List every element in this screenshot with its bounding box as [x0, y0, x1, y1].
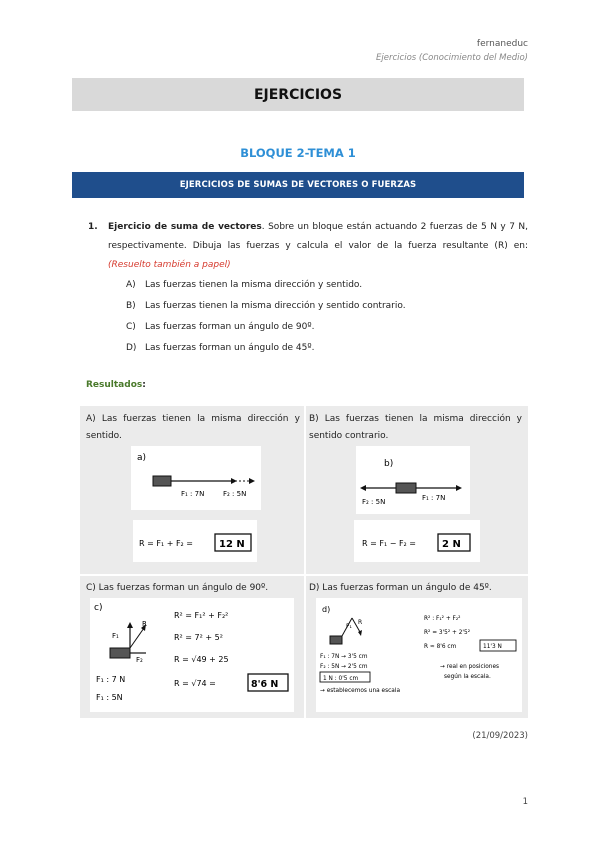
sketch-d-f1: F₁	[346, 623, 352, 630]
exercise-note: (Resuelto también a papel)	[108, 260, 231, 270]
sketch-d-l3: 1 N : 0'5 cm	[323, 676, 359, 682]
sketch-a-result: 12 N	[219, 539, 245, 550]
sketch-a-diagram	[131, 446, 261, 510]
document-date: (21/09/2023)	[472, 731, 528, 741]
sketch-b-equation	[354, 520, 480, 562]
sketch-c-left1: F₁ : 7 N	[96, 675, 126, 684]
sketch-d-l1: F₁ : 7N → 3'5 cm	[320, 654, 368, 660]
block-shape	[110, 648, 130, 658]
sketch-d-r2: R² = 3'5² + 2'5²	[424, 630, 471, 636]
cell-c-caption: C) Las fuerzas forman un ángulo de 90º.	[86, 583, 269, 593]
sketch-d-r3b: 11'3 N	[483, 644, 502, 650]
cell-d-caption: D) Las fuerzas forman un ángulo de 45º.	[309, 583, 492, 593]
block-shape	[396, 483, 416, 493]
sketch-b-result: 2 N	[442, 539, 461, 550]
sketch-b-diagram	[356, 446, 470, 514]
page-number: 1	[522, 797, 528, 807]
sketch-c-result: 8'6 N	[251, 679, 279, 690]
header-author: fernaneduc	[476, 39, 528, 49]
sketch-d-r3: R ≈ 8'6 cm	[424, 644, 457, 650]
page-title: EJERCICIOS	[72, 78, 524, 111]
header-subtitle: Ejercicios (Conocimiento del Medio)	[376, 53, 528, 63]
exercise-number: 1.	[88, 222, 98, 232]
option-item: B) Las fuerzas tienen la misma dirección y sentido contrario.	[126, 301, 406, 311]
sketch-d-note2: según la escala.	[444, 674, 491, 680]
sketch-d-r1: R² : F₁² + F₂²	[424, 616, 461, 622]
sketch-d-diagram	[316, 598, 522, 712]
section-bar: EJERCICIOS DE SUMAS DE VECTORES O FUERZAS	[72, 172, 524, 198]
option-item: A) Las fuerzas tienen la misma dirección y sentido.	[126, 280, 363, 290]
exercise-text: . Sobre un bloque están actuando 2 fuerzas de 5 N y 7 N, respectivamente. Dibuja las fuerzas y calcula el valor de la fuerza resultante (R) en:	[108, 222, 528, 251]
sketch-c-eq2: R² = 7² + 5²	[174, 633, 223, 642]
sketch-c-label: c)	[94, 603, 103, 613]
sketch-b-label: b)	[384, 459, 394, 469]
block-shape	[330, 636, 342, 644]
exercise-statement	[88, 218, 528, 275]
sketch-b-f2: F₂ : 5N	[362, 498, 386, 506]
option-item: D) Las fuerzas forman un ángulo de 45º.	[126, 343, 315, 353]
sketch-d-label: d)	[322, 605, 331, 614]
exercise-options	[126, 280, 406, 364]
sketch-d-l4: → establecemos una escala	[320, 688, 401, 694]
exercise-title: Ejercicio de suma de vectores	[108, 222, 262, 232]
block-shape	[153, 476, 171, 486]
results-grid	[80, 406, 528, 718]
sketch-d-r: R	[358, 619, 363, 626]
sketch-a-eq: R = F₁ + F₂ =	[139, 539, 193, 548]
sketch-c-r: R	[142, 620, 147, 628]
sketch-c-eq3: R = √49 + 25	[174, 655, 229, 664]
sketch-a-f2: F₂ : 5N	[223, 490, 247, 498]
sketch-a-f1: F₁ : 7N	[181, 490, 205, 498]
block-title: BLOQUE 2-TEMA 1	[240, 146, 356, 160]
sketch-c-eq1: R² = F₁² + F₂²	[174, 611, 229, 620]
sketch-c-eq4: R = √74 =	[174, 679, 216, 688]
sketch-a-equation	[133, 520, 257, 562]
sketch-b-eq: R = F₁ − F₂ =	[362, 539, 416, 548]
sketch-c-f2: F₂	[136, 656, 143, 664]
sketch-c-f1: F₁	[112, 632, 119, 640]
sketch-a-label: a)	[137, 453, 147, 463]
sketch-c-left2: F₁ : 5N	[96, 693, 123, 702]
sketch-c-diagram	[90, 598, 294, 712]
cell-a-caption: A) Las fuerzas tienen la misma dirección y sentido.	[86, 414, 300, 441]
cell-b-caption: B) Las fuerzas tienen la misma dirección y sentido contrario.	[309, 414, 522, 441]
sketch-d-note1: → real en posiciones	[440, 664, 500, 670]
option-item: C) Las fuerzas forman un ángulo de 90º.	[126, 322, 315, 332]
sketch-b-f1: F₁ : 7N	[422, 494, 446, 502]
results-title: Resultados:	[86, 380, 146, 390]
sketch-d-l2: F₂ : 5N → 2'5 cm	[320, 664, 368, 670]
